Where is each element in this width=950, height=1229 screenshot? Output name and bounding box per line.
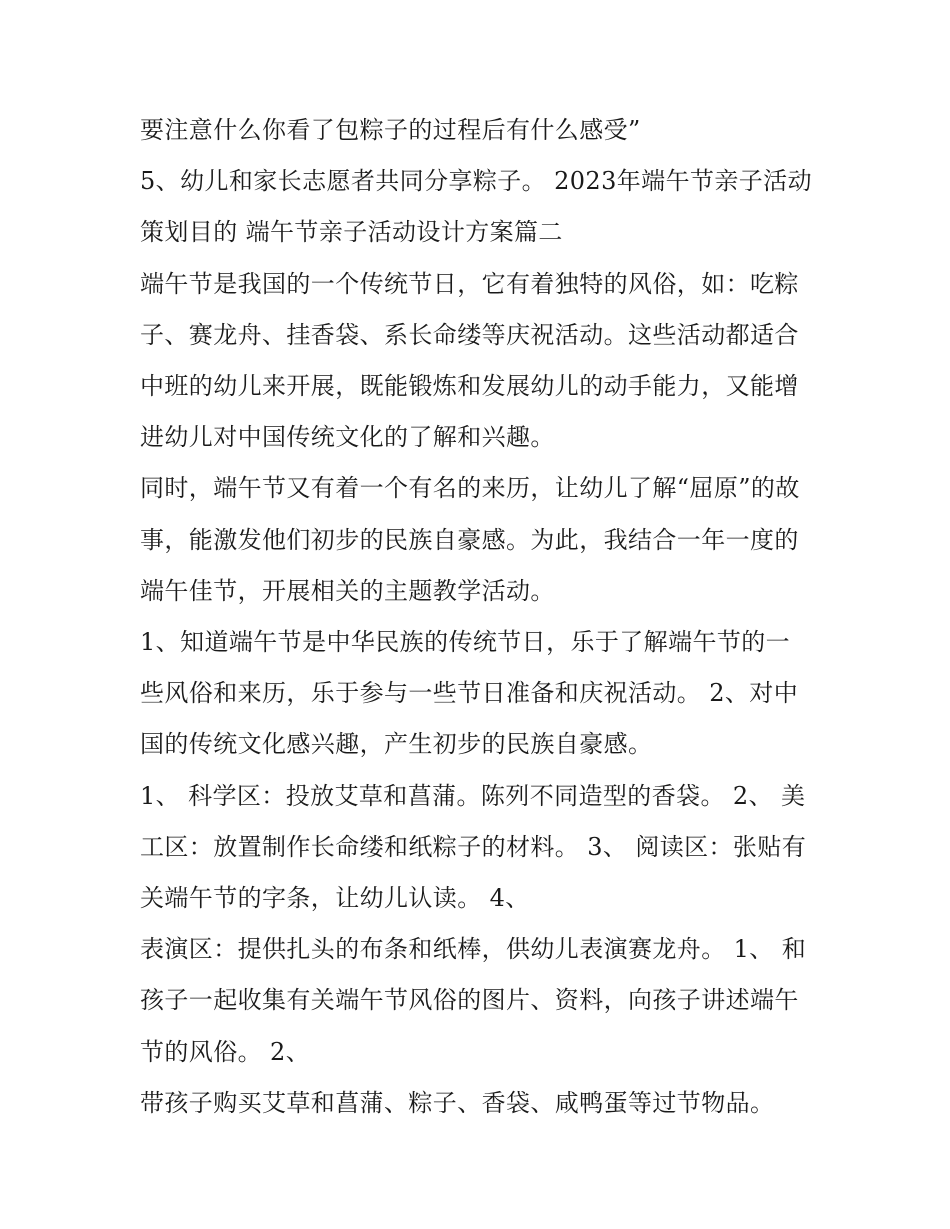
paragraph-2: 5、幼儿和家长志愿者共同分享粽子。 2023年端午节亲子活动策划目的 端午节亲子活动设计方案篇二: [140, 167, 812, 247]
paragraph-3: 端午节是我国的一个传统节日，它有着独特的风俗，如：吃粽子、赛龙舟、挂香袋、系长命缕等庆祝活动。这些活动都适合中班的幼儿来开展，既能锻炼和发展幼儿的动手能力，又能增进幼儿对中国传统文化的了解和兴趣。: [140, 269, 799, 452]
paragraph-1: 要注意什么你看了包粽子的过程后有什么感受”: [140, 116, 641, 144]
paragraph-4: 同时，端午节又有着一个有名的来历，让幼儿了解“屈原”的故事，能激发他们初步的民族自豪感。为此，我结合一年一度的端午佳节，开展相关的主题教学活动。: [140, 474, 800, 605]
paragraph-5: 1、知道端午节是中华民族的传统节日，乐于了解端午节的一些风俗和来历，乐于参与一些节日准备和庆祝活动。 2、对中国的传统文化感兴趣，产生初步的民族自豪感。: [140, 628, 799, 759]
paragraph-6: 1、 科学区：投放艾草和菖蒲。陈列不同造型的香袋。 2、 美工区：放置制作长命缕和纸粽子的材料。 3、 阅读区：张贴有关端午节的字条，让幼儿认读。 4、: [140, 781, 807, 913]
document-body: [140, 105, 812, 1129]
paragraph-8: 带孩子购买艾草和菖蒲、粽子、香袋、咸鸭蛋等过节物品。: [140, 1088, 775, 1117]
paragraph-7: 表演区：提供扎头的布条和纸棒，供幼儿表演赛龙舟。 1、 和孩子一起收集有关端午节风俗的图片、资料，向孩子讲述端午节的风俗。 2、: [140, 935, 807, 1066]
